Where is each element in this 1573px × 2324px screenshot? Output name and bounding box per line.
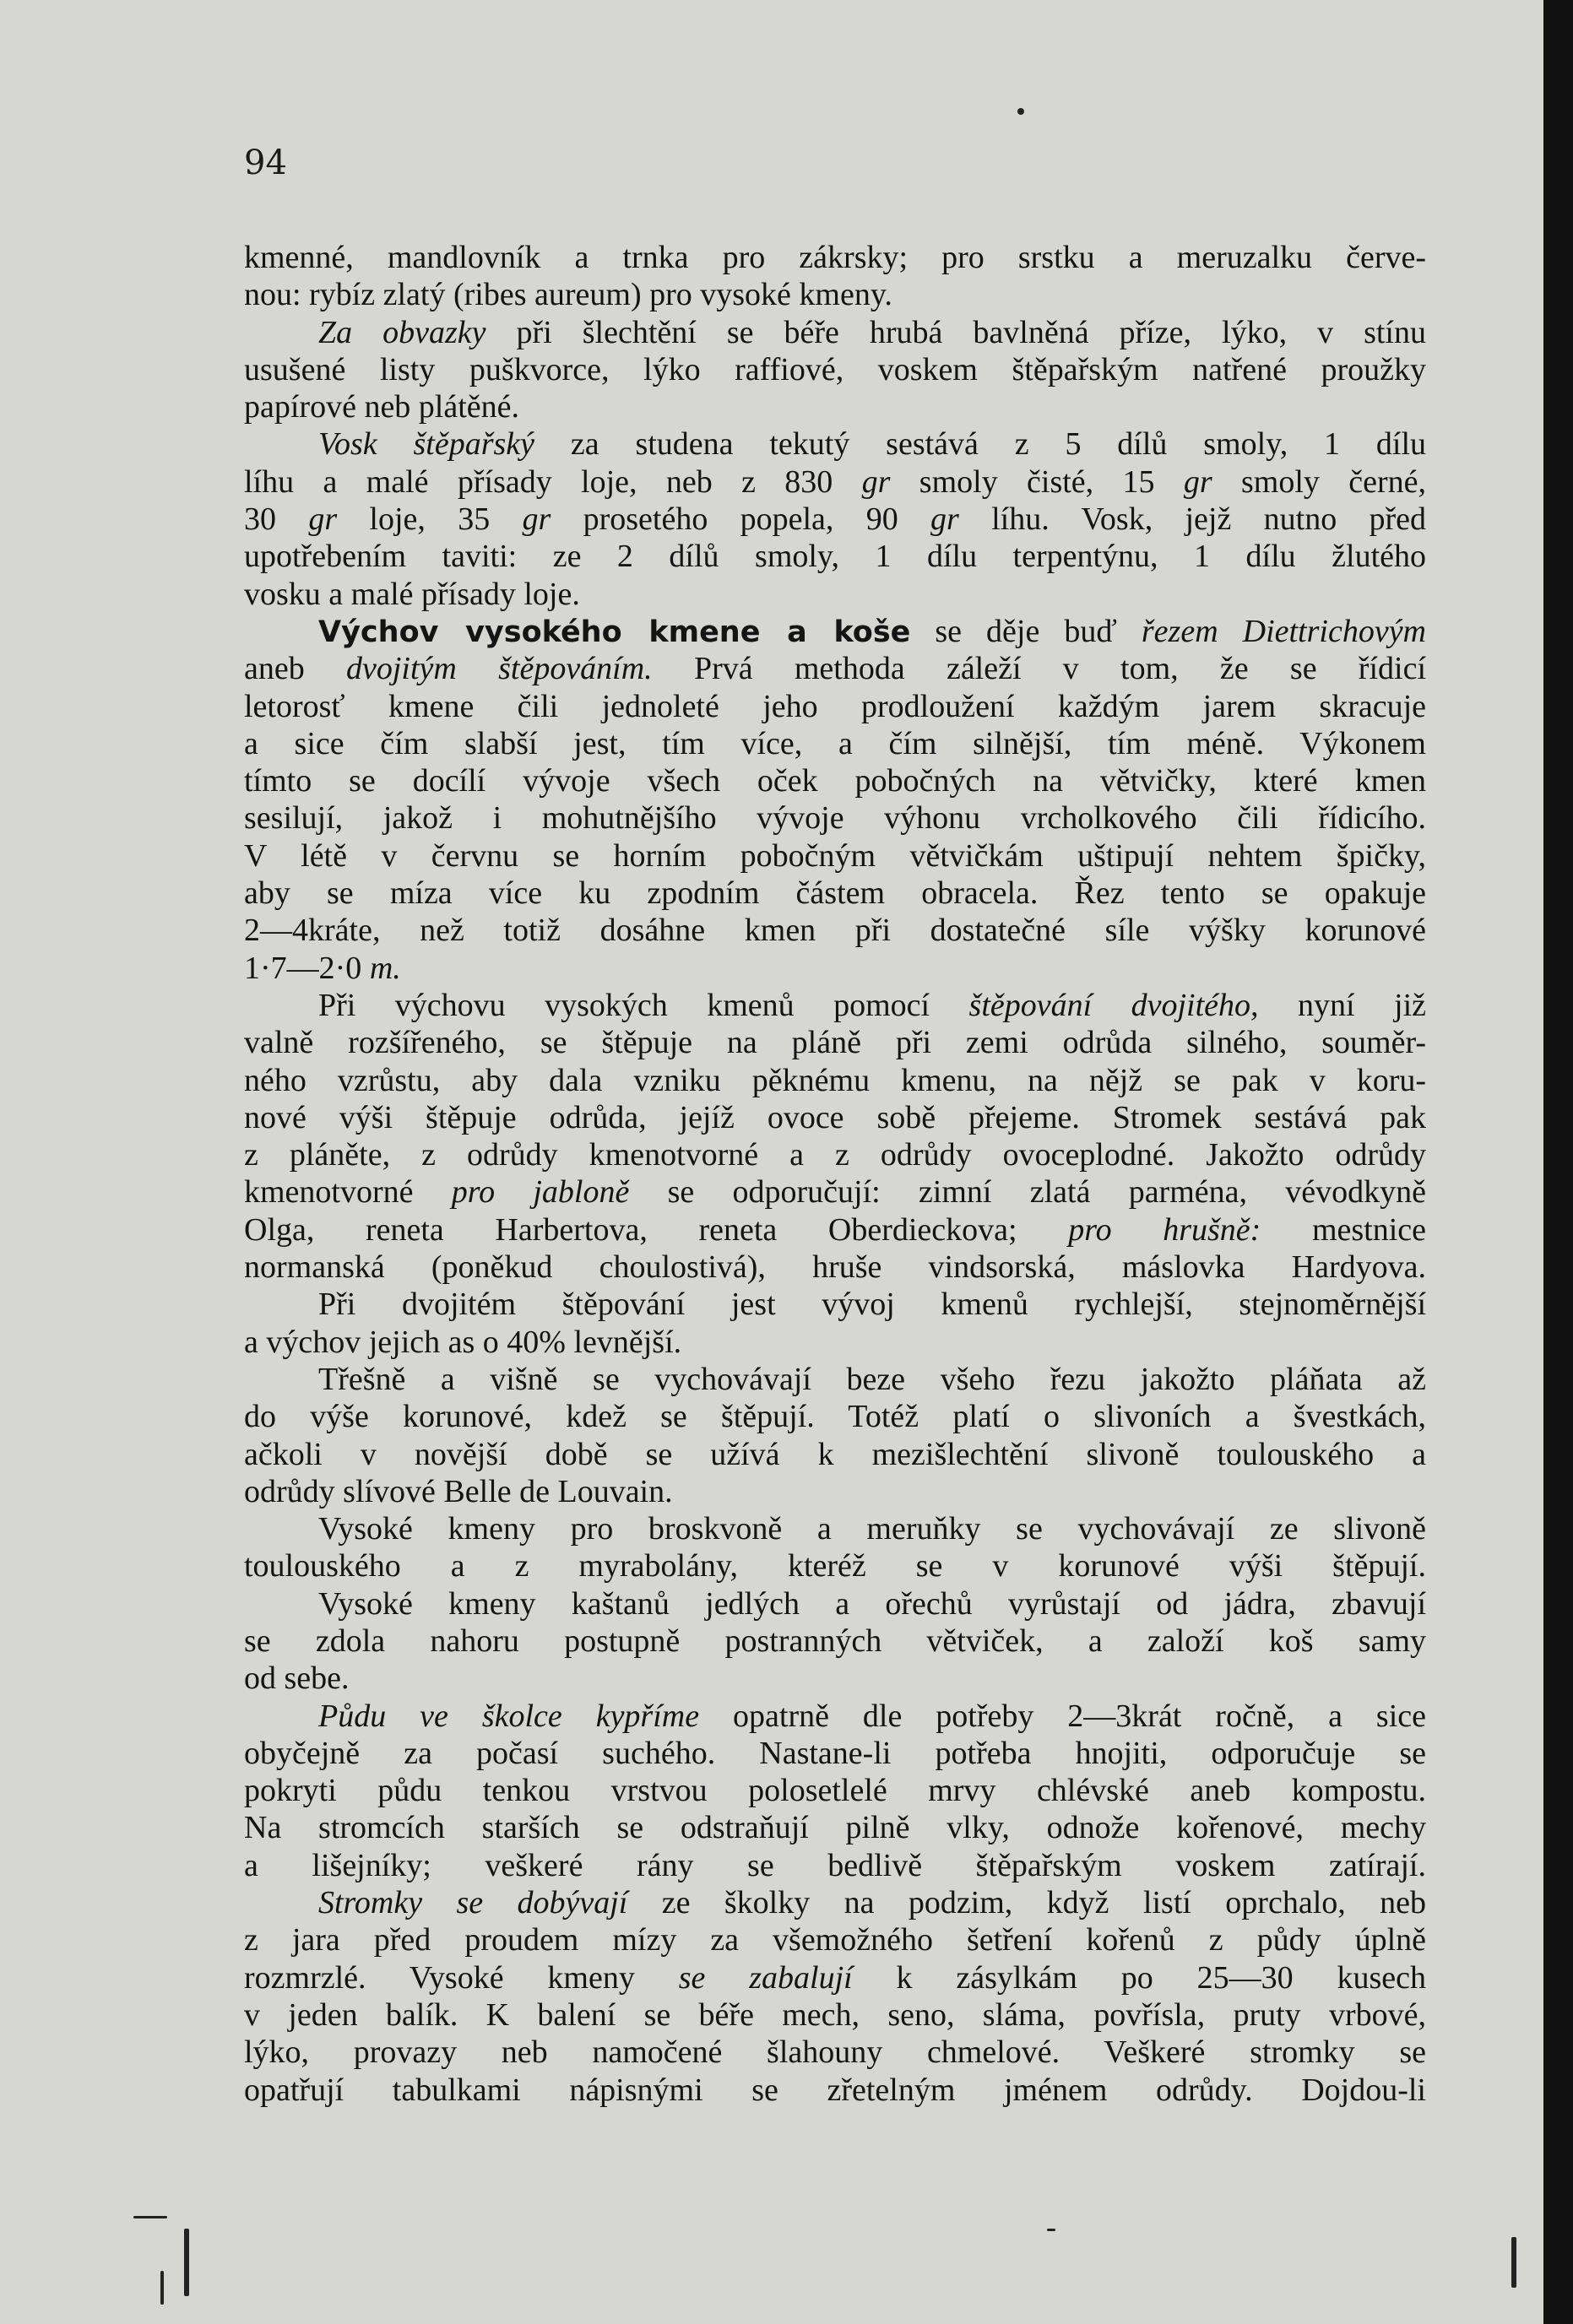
text-run: za studena tekutý sestává z 5 dílů smoly, 1 dílu <box>534 426 1426 463</box>
text-line <box>244 2072 1426 2109</box>
text-line <box>244 725 1426 762</box>
text-run: kmenné, mandlovník a trnka pro zákrsky; pro srstku a meruzalku červe- <box>244 240 1426 275</box>
text-run: od sebe. <box>244 1660 350 1697</box>
text-line <box>244 576 1426 613</box>
text-run: rozmrzlé. Vysoké kmeny <box>244 1959 679 1996</box>
text-run: z pláněte, z odrůdy kmenotvorné a z odrůdy ovoceplodné. Jakožto odrůdy <box>244 1137 1426 1173</box>
text-run: upotřebením taviti: ze 2 dílů smoly, 1 dílu terpentýnu, 1 dílu žlutého <box>244 539 1426 575</box>
text-run: Při výchovu vysokých kmenů pomocí <box>318 987 969 1023</box>
text-line <box>244 239 1426 276</box>
text-run: smoly černé, <box>1212 463 1426 500</box>
text-run: ačkoli v novější době se užívá k mezišlechtění slivoně toulouského a <box>244 1436 1426 1472</box>
text-line <box>244 799 1426 837</box>
text-run: Vysoké kmeny kaštanů jedlých a ořechů vyrůstají od jádra, zbavují <box>318 1585 1426 1622</box>
text-line <box>244 1473 1426 1510</box>
scan-speck <box>1511 2237 1516 2288</box>
text-line <box>244 1585 1426 1622</box>
text-emphasis: Vosk štěpařský <box>318 426 535 463</box>
text-run: sesilují, jakož i mohutnějšího vývoje výhonu vrcholkového čili řídicího. <box>244 800 1426 837</box>
text-run: aby se míza více ku zpodním částem obracela. Řez tento se opakuje <box>244 875 1426 912</box>
text-line <box>244 538 1426 575</box>
text-run: Olga, reneta Harbertova, reneta Oberdieckova; <box>244 1211 1069 1248</box>
text-line <box>244 1884 1426 1921</box>
text-run: V létě v červnu se horním pobočným větvičkám uštipují nehtem špičky, <box>244 837 1426 874</box>
text-line <box>244 1660 1426 1697</box>
text-run: smoly čisté, 15 <box>890 463 1184 500</box>
text-run: 1·7—2·0 <box>244 950 370 986</box>
text-run: z jara před proudem mízy za všemožného šetření kořenů z půdy úplně <box>244 1922 1426 1958</box>
scan-speck <box>133 2216 167 2218</box>
text-emphasis: pro jabloně <box>451 1174 630 1211</box>
text-run: odrůdy slívové Belle de Louvain. <box>244 1473 673 1509</box>
text-run: ného vzrůstu, aby dala vzniku pěknému kmenu, na nějž se pak v koru- <box>244 1062 1426 1098</box>
text-emphasis: řezem Diettrichovým <box>1141 613 1427 649</box>
text-emphasis: Půdu ve školce kypříme <box>318 1698 700 1734</box>
text-run: líhu a malé přísady loje, neb z 830 <box>244 463 862 500</box>
text-run: nou: rybíz zlatý (ribes aureum) pro vysoké kmeny. <box>244 277 892 313</box>
text-line <box>244 1809 1426 1846</box>
body-text <box>244 239 1426 2109</box>
text-line <box>244 1324 1426 1361</box>
text-run: v jeden balík. K balení se béře mech, seno, sláma, povřísla, pruty vrbové, <box>244 1996 1426 2033</box>
text-run: usušené listy puškvorce, lýko raffiové, voskem štěpařským natřené proužky <box>244 351 1426 387</box>
text-run: lýko, provazy neb namočené šlahouny chmelové. Veškeré stromky se <box>244 2034 1426 2071</box>
text-line <box>244 1510 1426 1547</box>
text-run: aneb <box>244 651 346 687</box>
text-line <box>244 388 1426 425</box>
text-run: Prvá methoda záleží v tom, že se řídicí <box>652 651 1427 687</box>
text-line <box>244 613 1426 650</box>
text-run: pokryti půdu tenkou vrstvou polosetlelé mrvy chlévské aneb kompostu. <box>244 1773 1426 1809</box>
text-run: k zásylkám po 25—30 kusech <box>852 1959 1426 1996</box>
text-run: Vysoké kmeny pro broskvoně a meruňky se vychovávají ze slivoně <box>318 1511 1426 1547</box>
text-run: kmenotvorné <box>244 1174 452 1211</box>
text-run: normanská (poněkud choulostivá), hruše vindsorská, máslovka Hardyova. <box>244 1249 1426 1286</box>
text-line <box>244 1361 1426 1398</box>
text-line <box>244 688 1426 725</box>
text-line <box>244 1622 1426 1660</box>
text-line <box>244 1959 1426 1996</box>
text-run: a sice čím slabší jest, tím více, a čím silnější, tím méně. Výkonem <box>244 725 1426 761</box>
text-line <box>244 950 1426 987</box>
text-line <box>244 987 1426 1024</box>
text-run: se děje buď <box>910 613 1142 649</box>
text-line <box>244 875 1426 912</box>
text-run: a výchov jejich as o 40% levnější. <box>244 1324 682 1360</box>
text-emphasis: pro hrušně: <box>1068 1211 1261 1248</box>
scan-speck <box>1047 2229 1055 2231</box>
text-run: opatrně dle potřeby 2—3krát ročně, a sice <box>699 1698 1427 1734</box>
text-run: valně rozšířeného, se štěpuje na pláně při zemi odrůda silného, souměr- <box>244 1025 1426 1061</box>
text-line <box>244 1772 1426 1809</box>
text-line <box>244 1847 1426 1884</box>
text-line <box>244 1398 1426 1435</box>
text-emphasis: dvojitým štěpováním. <box>346 651 653 687</box>
page-number: 94 <box>244 144 287 182</box>
text-run: do výše korunové, kdež se štěpují. Totéž platí o slivoních a švestkách, <box>244 1399 1426 1435</box>
scan-speck <box>1017 108 1024 115</box>
text-line <box>244 501 1426 538</box>
text-run: nové výši štěpuje odrůda, jejíž ovoce sobě přejeme. Stromek sestává pak <box>244 1099 1426 1135</box>
text-run: vosku a malé přísady loje. <box>244 576 580 612</box>
text-line <box>244 1735 1426 1772</box>
text-run: líhu. Vosk, jejž nutno před <box>958 501 1427 538</box>
text-line <box>244 314 1426 351</box>
text-line <box>244 276 1426 313</box>
text-line <box>244 1136 1426 1173</box>
scan-border <box>1543 0 1573 2324</box>
text-run: nyní již <box>1258 987 1426 1023</box>
text-run: mestnice <box>1261 1211 1426 1248</box>
text-emphasis: štěpování dvojitého, <box>968 987 1259 1023</box>
text-run: toulouského a z myrabolány, kteréž se v korunové výši štěpují. <box>244 1548 1426 1585</box>
text-line <box>244 1211 1426 1249</box>
text-emphasis: Výchov vysokého kmene a koše <box>318 615 911 649</box>
text-run: obyčejně za počasí suchého. Nastane-li potřeba hnojiti, odporučuje se <box>244 1735 1426 1771</box>
text-emphasis: gr <box>308 501 338 538</box>
text-emphasis: gr <box>930 501 959 538</box>
text-run: se zdola nahoru postupně postranných větviček, a založí koš samy <box>244 1622 1426 1659</box>
text-line <box>244 1099 1426 1136</box>
text-run: letorosť kmene čili jednoleté jeho prodloužení každým jarem skracuje <box>244 688 1426 724</box>
text-emphasis: gr <box>861 463 891 500</box>
text-run: ze školky na podzim, když listí oprchalo, neb <box>627 1885 1426 1921</box>
text-run: 30 <box>244 501 309 538</box>
text-emphasis: gr <box>522 501 551 538</box>
text-line <box>244 1024 1426 1061</box>
text-emphasis: gr <box>1183 463 1212 500</box>
text-run: tímto se docílí vývoje všech oček pobočných na větvičky, které kmen <box>244 763 1426 799</box>
text-line <box>244 837 1426 875</box>
text-run: Třešně a višně se vychovávají beze všeho řezu jakožto pláňata až <box>318 1361 1426 1397</box>
text-line <box>244 1547 1426 1585</box>
text-run: se odporučují: zimní zlatá parména, vévodkyně <box>629 1174 1426 1211</box>
text-line <box>244 1062 1426 1099</box>
text-line <box>244 650 1426 687</box>
text-line <box>244 1286 1426 1323</box>
text-line <box>244 1698 1426 1735</box>
text-line <box>244 463 1426 501</box>
text-emphasis: Za obvazky <box>318 314 486 350</box>
text-emphasis: m. <box>369 950 401 986</box>
text-line <box>244 1996 1426 2034</box>
text-line <box>244 2034 1426 2071</box>
text-run: loje, 35 <box>337 501 523 538</box>
text-line <box>244 425 1426 463</box>
text-line <box>244 1921 1426 1958</box>
text-line <box>244 762 1426 799</box>
scan-speck <box>160 2271 164 2305</box>
text-line <box>244 1173 1426 1211</box>
scan-speck <box>184 2229 189 2296</box>
text-run: Na stromcích starších se odstraňují pilně vlky, odnože kořenové, mechy <box>244 1810 1426 1846</box>
text-emphasis: se zabalují <box>678 1959 853 1996</box>
text-run: 2—4kráte, než totiž dosáhne kmen při dostatečné síle výšky korunové <box>244 913 1426 949</box>
text-run: prosetého popela, 90 <box>551 501 931 538</box>
text-line <box>244 1436 1426 1473</box>
text-run: opatřují tabulkami nápisnými se zřetelným jménem odrůdy. Dojdou-li <box>244 2072 1426 2108</box>
text-run: při šlechtění se béře hrubá bavlněná příze, lýko, v stínu <box>485 314 1426 350</box>
text-run: Při dvojitém štěpování jest vývoj kmenů rychlejší, stejnoměrnější <box>318 1287 1426 1323</box>
text-run: papírové neb plátěné. <box>244 389 520 425</box>
text-line <box>244 912 1426 949</box>
text-line <box>244 351 1426 388</box>
text-line <box>244 1249 1426 1286</box>
text-emphasis: Stromky se dobývají <box>318 1885 628 1921</box>
text-run: a lišejníky; veškeré rány se bedlivě štěpařským voskem zatírají. <box>244 1847 1426 1883</box>
